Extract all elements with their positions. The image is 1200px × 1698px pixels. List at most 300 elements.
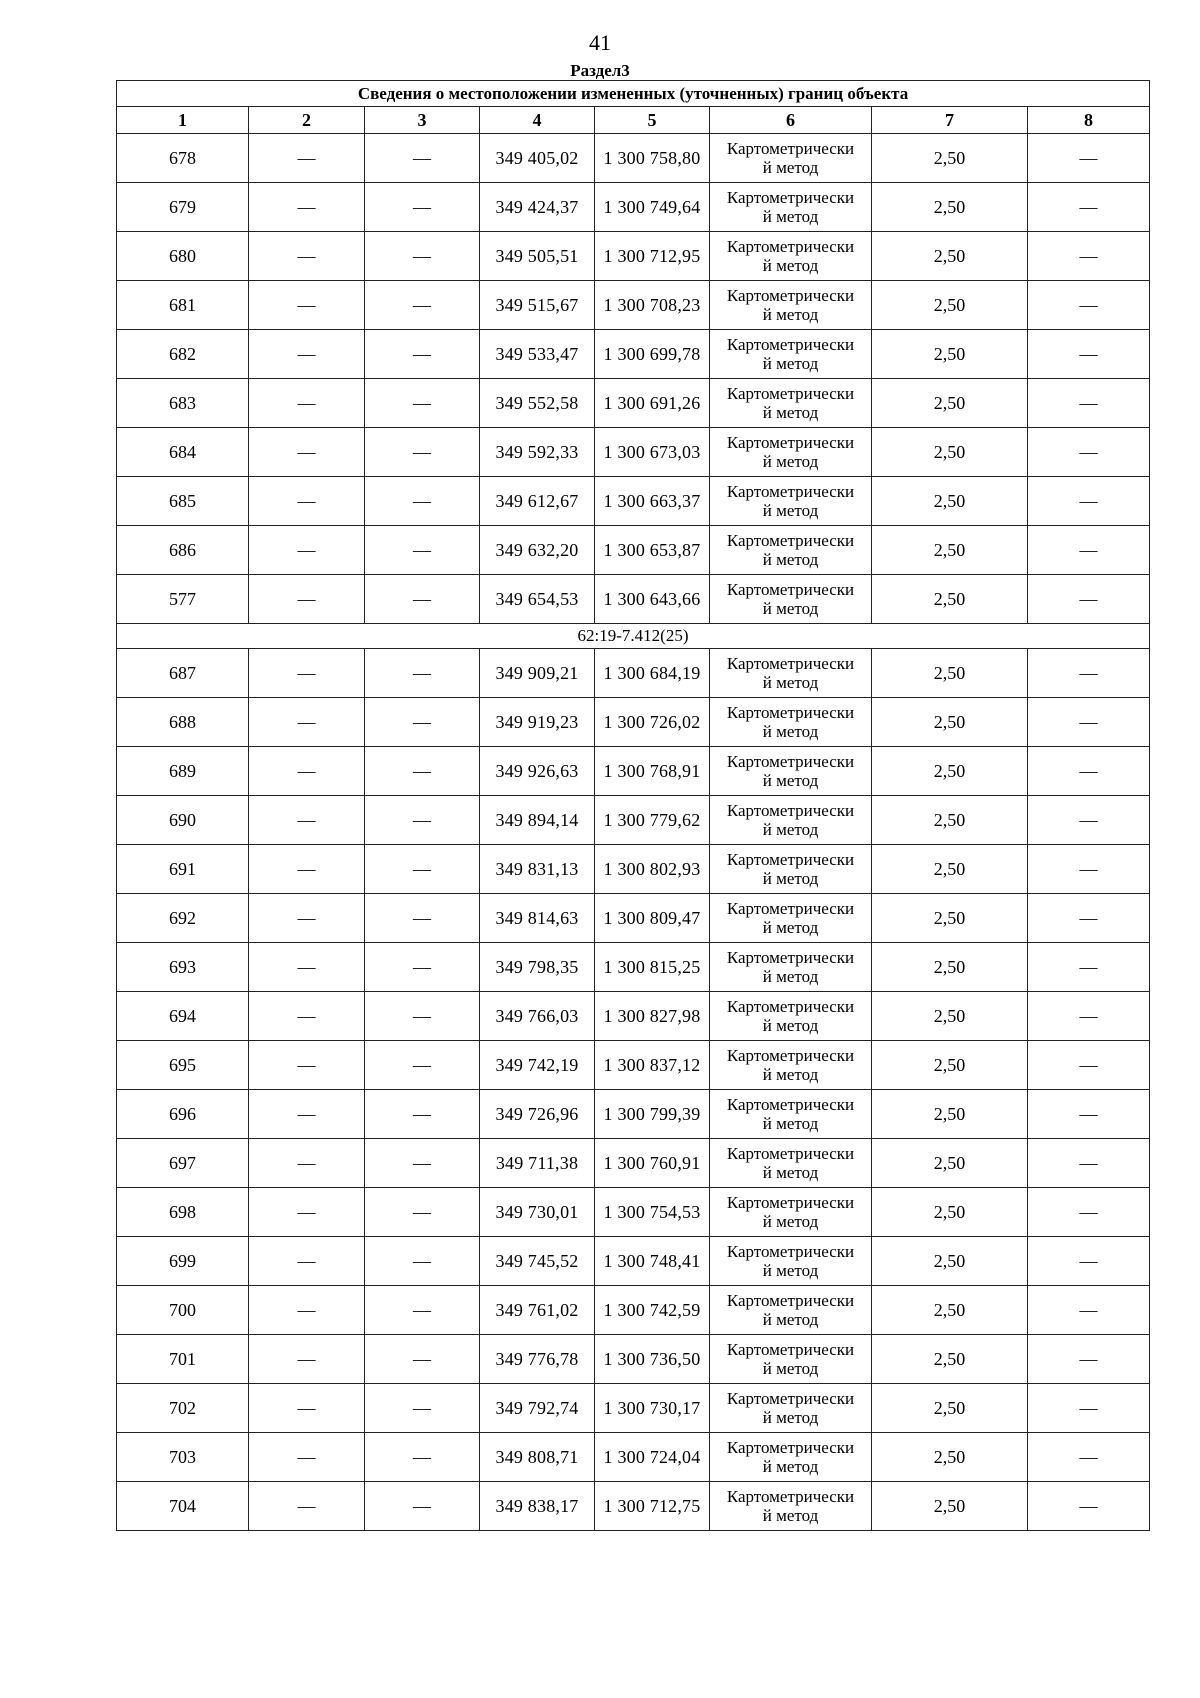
accuracy-cell: 2,50 (872, 1237, 1028, 1286)
column-3-cell: — (365, 698, 480, 747)
method-cell (710, 1188, 872, 1237)
column-3-cell: — (365, 1286, 480, 1335)
table-row (117, 428, 1150, 477)
method-text-line-2: й метод (762, 452, 819, 471)
point-number-cell: 695 (117, 1041, 249, 1090)
method-cell (710, 1090, 872, 1139)
column-2-cell: — (249, 379, 365, 428)
method-text-line-2: й метод (762, 1310, 819, 1329)
column-8-cell: — (1028, 379, 1150, 428)
method-text-line-2: й метод (762, 1212, 819, 1231)
x-coordinate-cell: 349 612,67 (480, 477, 595, 526)
accuracy-cell: 2,50 (872, 428, 1028, 477)
column-header-row (117, 107, 1150, 134)
column-2-cell: — (249, 1286, 365, 1335)
method-cell (710, 379, 872, 428)
column-3-cell: — (365, 526, 480, 575)
accuracy-cell: 2,50 (872, 526, 1028, 575)
accuracy-cell: 2,50 (872, 1188, 1028, 1237)
column-8-cell: — (1028, 747, 1150, 796)
column-3-cell: — (365, 1384, 480, 1433)
column-2-cell: — (249, 796, 365, 845)
method-cell (710, 1335, 872, 1384)
column-8-cell: — (1028, 1237, 1150, 1286)
method-text-line-2: й метод (762, 158, 819, 177)
column-3-cell: — (365, 992, 480, 1041)
column-2-cell: — (249, 747, 365, 796)
method-text-line-1: Картометрически (726, 531, 855, 550)
x-coordinate-cell: 349 766,03 (480, 992, 595, 1041)
table-row (117, 1237, 1150, 1286)
accuracy-cell: 2,50 (872, 575, 1028, 624)
y-coordinate-cell: 1 300 760,91 (595, 1139, 710, 1188)
group-header-row (117, 624, 1150, 649)
column-3-cell: — (365, 1335, 480, 1384)
method-cell (710, 575, 872, 624)
accuracy-cell: 2,50 (872, 1433, 1028, 1482)
x-coordinate-cell: 349 592,33 (480, 428, 595, 477)
y-coordinate-cell: 1 300 699,78 (595, 330, 710, 379)
x-coordinate-cell: 349 654,53 (480, 575, 595, 624)
table-row (117, 281, 1150, 330)
table-caption-row (117, 81, 1150, 107)
column-2-cell: — (249, 1384, 365, 1433)
column-2-cell: — (249, 698, 365, 747)
accuracy-cell: 2,50 (872, 1335, 1028, 1384)
x-coordinate-cell: 349 831,13 (480, 845, 595, 894)
column-8-cell: — (1028, 1384, 1150, 1433)
page-number: 41 (589, 30, 611, 55)
column-3-cell: — (365, 1237, 480, 1286)
x-coordinate-cell: 349 792,74 (480, 1384, 595, 1433)
method-text-line-2: й метод (762, 1261, 819, 1280)
method-cell (710, 526, 872, 575)
method-text-line-2: й метод (762, 354, 819, 373)
method-cell (710, 1384, 872, 1433)
table-row (117, 526, 1150, 575)
group-label: 62:19-7.412(25) (117, 624, 1150, 649)
point-number-cell: 698 (117, 1188, 249, 1237)
accuracy-cell: 2,50 (872, 747, 1028, 796)
column-3-cell: — (365, 330, 480, 379)
column-2-cell: — (249, 1139, 365, 1188)
accuracy-cell: 2,50 (872, 1482, 1028, 1531)
point-number-cell: 703 (117, 1433, 249, 1482)
table-row (117, 894, 1150, 943)
x-coordinate-cell: 349 808,71 (480, 1433, 595, 1482)
method-text-line-1: Картометрически (726, 654, 855, 673)
column-3-cell: — (365, 796, 480, 845)
y-coordinate-cell: 1 300 712,95 (595, 232, 710, 281)
table-row (117, 796, 1150, 845)
accuracy-cell: 2,50 (872, 183, 1028, 232)
column-header-5: 5 (595, 107, 710, 134)
column-3-cell: — (365, 1482, 480, 1531)
point-number-cell: 683 (117, 379, 249, 428)
method-text-line-1: Картометрически (726, 286, 855, 305)
table-body (117, 134, 1150, 1531)
column-3-cell: — (365, 649, 480, 698)
table-row (117, 845, 1150, 894)
method-text-line-1: Картометрически (726, 580, 855, 599)
table-row (117, 649, 1150, 698)
column-8-cell: — (1028, 526, 1150, 575)
point-number-cell: 696 (117, 1090, 249, 1139)
column-8-cell: — (1028, 232, 1150, 281)
method-text-line-1: Картометрически (726, 335, 855, 354)
method-text-line-2: й метод (762, 1457, 819, 1476)
accuracy-cell: 2,50 (872, 1286, 1028, 1335)
column-2-cell: — (249, 1188, 365, 1237)
method-cell (710, 183, 872, 232)
section-title: Раздел3 (570, 61, 630, 80)
point-number-cell: 577 (117, 575, 249, 624)
table-row (117, 477, 1150, 526)
table-row (117, 1139, 1150, 1188)
y-coordinate-cell: 1 300 684,19 (595, 649, 710, 698)
point-number-cell: 678 (117, 134, 249, 183)
point-number-cell: 693 (117, 943, 249, 992)
method-text-line-2: й метод (762, 256, 819, 275)
method-text-line-2: й метод (762, 967, 819, 986)
method-text-line-1: Картометрически (726, 1389, 855, 1408)
point-number-cell: 688 (117, 698, 249, 747)
column-8-cell: — (1028, 894, 1150, 943)
x-coordinate-cell: 349 552,58 (480, 379, 595, 428)
accuracy-cell: 2,50 (872, 845, 1028, 894)
column-2-cell: — (249, 894, 365, 943)
method-cell (710, 1237, 872, 1286)
column-8-cell: — (1028, 1286, 1150, 1335)
column-3-cell: — (365, 1188, 480, 1237)
column-8-cell: — (1028, 183, 1150, 232)
method-text-line-1: Картометрически (726, 433, 855, 452)
method-cell (710, 698, 872, 747)
method-text-line-2: й метод (762, 1016, 819, 1035)
method-text-line-2: й метод (762, 1065, 819, 1084)
method-text-line-1: Картометрически (726, 997, 855, 1016)
column-8-cell: — (1028, 477, 1150, 526)
column-header-4: 4 (480, 107, 595, 134)
column-header-6: 6 (710, 107, 872, 134)
point-number-cell: 686 (117, 526, 249, 575)
x-coordinate-cell: 349 533,47 (480, 330, 595, 379)
method-cell (710, 1482, 872, 1531)
method-text-line-1: Картометрически (726, 1242, 855, 1261)
table-row (117, 330, 1150, 379)
column-3-cell: — (365, 379, 480, 428)
accuracy-cell: 2,50 (872, 330, 1028, 379)
point-number-cell: 702 (117, 1384, 249, 1433)
column-8-cell: — (1028, 428, 1150, 477)
x-coordinate-cell: 349 926,63 (480, 747, 595, 796)
table-row (117, 1090, 1150, 1139)
method-text-line-1: Картометрически (726, 1144, 855, 1163)
column-8-cell: — (1028, 281, 1150, 330)
method-text-line-1: Картометрически (726, 384, 855, 403)
column-2-cell: — (249, 232, 365, 281)
method-cell (710, 796, 872, 845)
y-coordinate-cell: 1 300 643,66 (595, 575, 710, 624)
table-row (117, 1433, 1150, 1482)
method-text-line-1: Картометрически (726, 139, 855, 158)
column-2-cell: — (249, 992, 365, 1041)
column-3-cell: — (365, 1139, 480, 1188)
y-coordinate-cell: 1 300 691,26 (595, 379, 710, 428)
accuracy-cell: 2,50 (872, 698, 1028, 747)
method-text-line-2: й метод (762, 1506, 819, 1525)
accuracy-cell: 2,50 (872, 894, 1028, 943)
method-cell (710, 943, 872, 992)
method-text-line-2: й метод (762, 207, 819, 226)
method-text-line-2: й метод (762, 771, 819, 790)
x-coordinate-cell: 349 814,63 (480, 894, 595, 943)
method-text-line-2: й метод (762, 1163, 819, 1182)
table-row (117, 134, 1150, 183)
method-text-line-2: й метод (762, 1408, 819, 1427)
point-number-cell: 699 (117, 1237, 249, 1286)
method-text-line-1: Картометрически (726, 850, 855, 869)
method-text-line-1: Картометрически (726, 1193, 855, 1212)
method-text-line-2: й метод (762, 820, 819, 839)
x-coordinate-cell: 349 919,23 (480, 698, 595, 747)
table-row (117, 698, 1150, 747)
x-coordinate-cell: 349 776,78 (480, 1335, 595, 1384)
method-cell (710, 330, 872, 379)
column-2-cell: — (249, 1041, 365, 1090)
coordinates-table (116, 80, 1150, 1531)
point-number-cell: 700 (117, 1286, 249, 1335)
method-cell (710, 281, 872, 330)
point-number-cell: 694 (117, 992, 249, 1041)
point-number-cell: 684 (117, 428, 249, 477)
column-8-cell: — (1028, 1188, 1150, 1237)
column-8-cell: — (1028, 1433, 1150, 1482)
method-cell (710, 894, 872, 943)
x-coordinate-cell: 349 711,38 (480, 1139, 595, 1188)
point-number-cell: 687 (117, 649, 249, 698)
point-number-cell: 701 (117, 1335, 249, 1384)
x-coordinate-cell: 349 515,67 (480, 281, 595, 330)
accuracy-cell: 2,50 (872, 281, 1028, 330)
x-coordinate-cell: 349 505,51 (480, 232, 595, 281)
x-coordinate-cell: 349 726,96 (480, 1090, 595, 1139)
table-row (117, 1286, 1150, 1335)
method-text-line-2: й метод (762, 305, 819, 324)
y-coordinate-cell: 1 300 768,91 (595, 747, 710, 796)
method-text-line-2: й метод (762, 918, 819, 937)
y-coordinate-cell: 1 300 802,93 (595, 845, 710, 894)
point-number-cell: 697 (117, 1139, 249, 1188)
column-8-cell: — (1028, 330, 1150, 379)
method-cell (710, 747, 872, 796)
column-3-cell: — (365, 1090, 480, 1139)
table-row (117, 1384, 1150, 1433)
column-8-cell: — (1028, 575, 1150, 624)
column-8-cell: — (1028, 649, 1150, 698)
column-3-cell: — (365, 183, 480, 232)
method-cell (710, 232, 872, 281)
point-number-cell: 685 (117, 477, 249, 526)
table-row (117, 1482, 1150, 1531)
y-coordinate-cell: 1 300 736,50 (595, 1335, 710, 1384)
column-2-cell: — (249, 1090, 365, 1139)
column-3-cell: — (365, 1433, 480, 1482)
column-8-cell: — (1028, 1090, 1150, 1139)
point-number-cell: 691 (117, 845, 249, 894)
accuracy-cell: 2,50 (872, 232, 1028, 281)
method-text-line-1: Картометрически (726, 801, 855, 820)
column-header-1: 1 (117, 107, 249, 134)
point-number-cell: 679 (117, 183, 249, 232)
y-coordinate-cell: 1 300 815,25 (595, 943, 710, 992)
column-8-cell: — (1028, 1041, 1150, 1090)
table-row (117, 747, 1150, 796)
method-text-line-1: Картометрически (726, 237, 855, 256)
column-2-cell: — (249, 943, 365, 992)
table-caption: Сведения о местоположении измененных (уточненных) границ объекта (117, 81, 1150, 107)
column-2-cell: — (249, 845, 365, 894)
column-8-cell: — (1028, 943, 1150, 992)
column-8-cell: — (1028, 1139, 1150, 1188)
y-coordinate-cell: 1 300 827,98 (595, 992, 710, 1041)
y-coordinate-cell: 1 300 754,53 (595, 1188, 710, 1237)
y-coordinate-cell: 1 300 758,80 (595, 134, 710, 183)
x-coordinate-cell: 349 894,14 (480, 796, 595, 845)
method-text-line-2: й метод (762, 550, 819, 569)
method-cell (710, 134, 872, 183)
accuracy-cell: 2,50 (872, 134, 1028, 183)
method-text-line-1: Картометрически (726, 948, 855, 967)
table-row (117, 1335, 1150, 1384)
column-2-cell: — (249, 134, 365, 183)
method-text-line-1: Картометрически (726, 1487, 855, 1506)
column-2-cell: — (249, 477, 365, 526)
column-8-cell: — (1028, 796, 1150, 845)
y-coordinate-cell: 1 300 779,62 (595, 796, 710, 845)
table-row (117, 1188, 1150, 1237)
method-cell (710, 477, 872, 526)
method-text-line-1: Картометрически (726, 1340, 855, 1359)
y-coordinate-cell: 1 300 724,04 (595, 1433, 710, 1482)
column-2-cell: — (249, 1482, 365, 1531)
column-2-cell: — (249, 526, 365, 575)
method-cell (710, 649, 872, 698)
x-coordinate-cell: 349 632,20 (480, 526, 595, 575)
point-number-cell: 680 (117, 232, 249, 281)
accuracy-cell: 2,50 (872, 1384, 1028, 1433)
column-2-cell: — (249, 183, 365, 232)
accuracy-cell: 2,50 (872, 1139, 1028, 1188)
x-coordinate-cell: 349 761,02 (480, 1286, 595, 1335)
column-2-cell: — (249, 1433, 365, 1482)
method-text-line-2: й метод (762, 599, 819, 618)
column-8-cell: — (1028, 698, 1150, 747)
method-cell (710, 1286, 872, 1335)
method-text-line-2: й метод (762, 1359, 819, 1378)
method-cell (710, 1041, 872, 1090)
column-header-8: 8 (1028, 107, 1150, 134)
y-coordinate-cell: 1 300 673,03 (595, 428, 710, 477)
y-coordinate-cell: 1 300 663,37 (595, 477, 710, 526)
column-8-cell: — (1028, 1335, 1150, 1384)
table-row (117, 943, 1150, 992)
column-3-cell: — (365, 845, 480, 894)
column-2-cell: — (249, 1335, 365, 1384)
table-row (117, 183, 1150, 232)
y-coordinate-cell: 1 300 712,75 (595, 1482, 710, 1531)
column-3-cell: — (365, 894, 480, 943)
method-cell (710, 1139, 872, 1188)
point-number-cell: 681 (117, 281, 249, 330)
column-3-cell: — (365, 428, 480, 477)
y-coordinate-cell: 1 300 748,41 (595, 1237, 710, 1286)
method-text-line-1: Картометрически (726, 1291, 855, 1310)
x-coordinate-cell: 349 745,52 (480, 1237, 595, 1286)
point-number-cell: 682 (117, 330, 249, 379)
point-number-cell: 690 (117, 796, 249, 845)
method-text-line-1: Картометрически (726, 1095, 855, 1114)
y-coordinate-cell: 1 300 653,87 (595, 526, 710, 575)
column-3-cell: — (365, 943, 480, 992)
y-coordinate-cell: 1 300 809,47 (595, 894, 710, 943)
y-coordinate-cell: 1 300 799,39 (595, 1090, 710, 1139)
table-row (117, 379, 1150, 428)
column-2-cell: — (249, 281, 365, 330)
method-text-line-2: й метод (762, 501, 819, 520)
column-header-2: 2 (249, 107, 365, 134)
method-cell (710, 845, 872, 894)
column-header-7: 7 (872, 107, 1028, 134)
column-8-cell: — (1028, 992, 1150, 1041)
method-cell (710, 1433, 872, 1482)
method-text-line-1: Картометрически (726, 1438, 855, 1457)
column-8-cell: — (1028, 134, 1150, 183)
method-text-line-2: й метод (762, 1114, 819, 1133)
column-2-cell: — (249, 428, 365, 477)
accuracy-cell: 2,50 (872, 992, 1028, 1041)
y-coordinate-cell: 1 300 708,23 (595, 281, 710, 330)
x-coordinate-cell: 349 742,19 (480, 1041, 595, 1090)
table-row (117, 1041, 1150, 1090)
accuracy-cell: 2,50 (872, 1090, 1028, 1139)
column-header-3: 3 (365, 107, 480, 134)
method-text-line-1: Картометрически (726, 703, 855, 722)
table-row (117, 992, 1150, 1041)
column-3-cell: — (365, 134, 480, 183)
y-coordinate-cell: 1 300 730,17 (595, 1384, 710, 1433)
method-text-line-2: й метод (762, 673, 819, 692)
method-text-line-1: Картометрически (726, 1046, 855, 1065)
accuracy-cell: 2,50 (872, 796, 1028, 845)
y-coordinate-cell: 1 300 742,59 (595, 1286, 710, 1335)
accuracy-cell: 2,50 (872, 379, 1028, 428)
accuracy-cell: 2,50 (872, 649, 1028, 698)
method-text-line-2: й метод (762, 722, 819, 741)
accuracy-cell: 2,50 (872, 943, 1028, 992)
point-number-cell: 704 (117, 1482, 249, 1531)
method-cell (710, 428, 872, 477)
column-3-cell: — (365, 575, 480, 624)
method-text-line-2: й метод (762, 403, 819, 422)
method-text-line-2: й метод (762, 869, 819, 888)
table-row (117, 232, 1150, 281)
column-3-cell: — (365, 281, 480, 330)
column-3-cell: — (365, 747, 480, 796)
column-2-cell: — (249, 1237, 365, 1286)
column-2-cell: — (249, 330, 365, 379)
x-coordinate-cell: 349 909,21 (480, 649, 595, 698)
